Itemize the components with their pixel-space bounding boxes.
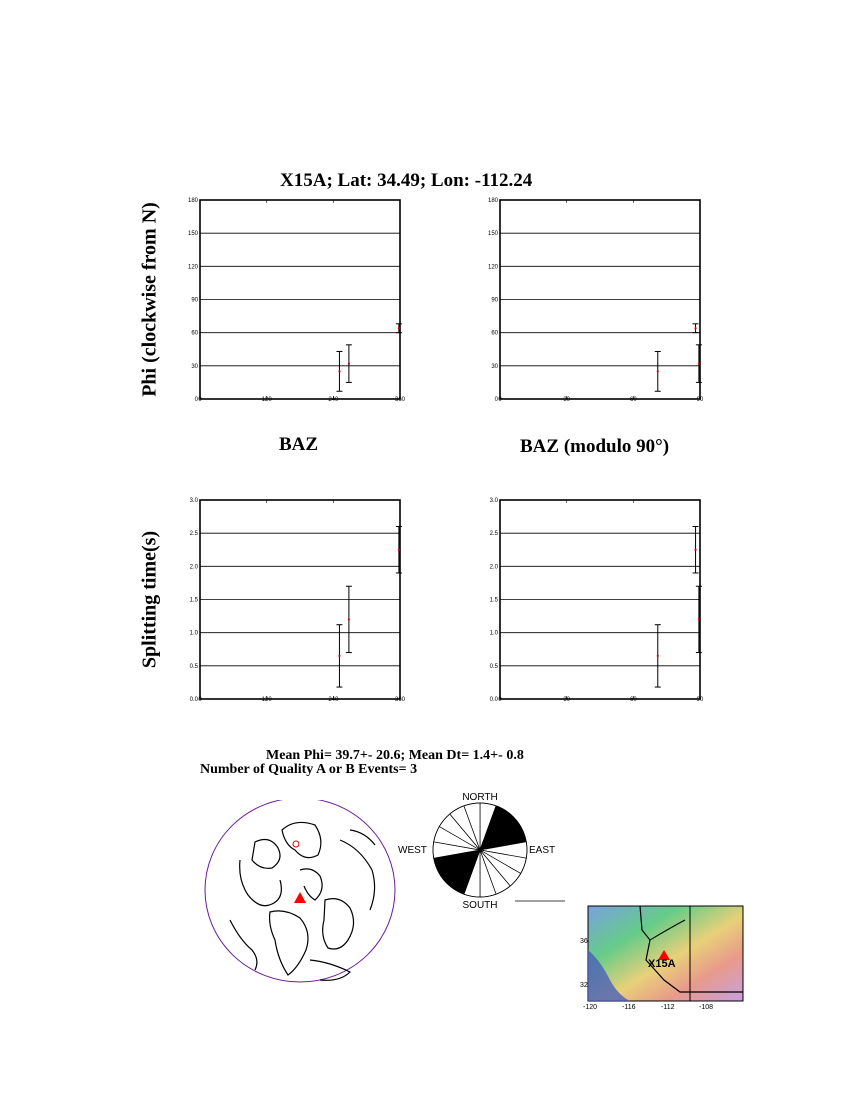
y-tick-label: 1.0: [189, 630, 198, 637]
globe-map: [200, 800, 400, 990]
splitting-time-axis-label: Splitting time(s): [138, 530, 161, 669]
baz-modulo-label: BAZ (modulo 90°): [520, 436, 670, 457]
data-point: [657, 370, 659, 372]
map-xtick-116: -116: [622, 1004, 636, 1010]
map-ytick-36: 36: [580, 938, 588, 945]
dt-vs-baz-chart: [180, 490, 420, 710]
x-tick-label: 90: [696, 397, 704, 403]
y-tick-label: 120: [487, 264, 498, 271]
map-ytick-32: 32: [580, 982, 588, 989]
page-title: X15A; Lat: 34.49; Lon: -112.24: [280, 170, 533, 191]
globe-outline: [205, 800, 395, 982]
y-tick-label: 30: [191, 363, 198, 370]
data-point: [698, 618, 700, 620]
x-tick-label: 60: [629, 397, 637, 403]
y-tick-label: 0.5: [489, 663, 498, 670]
rose-north-label: NORTH: [462, 792, 498, 803]
y-tick-label: 3.0: [489, 498, 498, 504]
rose-south-label: SOUTH: [462, 900, 498, 911]
y-tick-label: 1.0: [489, 630, 498, 637]
x-tick-label: 30: [563, 697, 571, 703]
y-tick-label: 180: [187, 198, 198, 204]
event-count: Number of Quality A or B Events= 3: [200, 762, 418, 777]
y-tick-label: 3.0: [189, 498, 198, 504]
rose-west-label: WEST: [398, 845, 427, 856]
data-point: [657, 655, 659, 657]
x-tick-label: 30: [563, 397, 571, 403]
map-xtick-108: -108: [699, 1004, 714, 1010]
y-tick-label: 90: [191, 297, 198, 304]
y-tick-label: 150: [487, 231, 498, 238]
y-tick-label: 60: [491, 330, 498, 337]
data-point: [398, 549, 400, 551]
x-tick-label: 120: [261, 397, 272, 403]
x-tick-label: 360: [394, 697, 406, 703]
x-tick-label: 240: [328, 397, 339, 403]
baz-label: BAZ: [279, 434, 319, 455]
x-tick-label: 0: [198, 697, 202, 703]
x-tick-label: 0: [498, 397, 502, 403]
y-tick-label: 2.0: [189, 564, 198, 571]
phi-vs-baz-mod-chart: [480, 190, 720, 410]
y-tick-label: 1.5: [189, 597, 198, 604]
y-tick-label: 0: [194, 397, 198, 403]
x-tick-label: 90: [696, 697, 704, 703]
y-tick-label: 60: [191, 330, 198, 337]
x-tick-label: 0: [498, 697, 502, 703]
y-tick-label: 0.0: [189, 697, 198, 703]
regional-map: [580, 900, 750, 1010]
y-tick-label: 2.5: [189, 531, 198, 538]
x-tick-label: 360: [394, 397, 406, 403]
event-marker: [293, 841, 299, 847]
data-point: [698, 363, 700, 365]
y-tick-label: 150: [187, 231, 198, 238]
y-tick-label: 0: [494, 397, 498, 403]
y-tick-label: 0.5: [189, 663, 198, 670]
dt-vs-baz-mod-chart: [480, 490, 720, 710]
mean-stats: Mean Phi= 39.7+- 20.6; Mean Dt= 1.4+- 0.8: [266, 748, 524, 763]
data-point: [694, 549, 696, 551]
data-point: [398, 327, 400, 329]
y-tick-label: 2.0: [489, 564, 498, 571]
y-tick-label: 30: [491, 363, 498, 370]
phi-axis-label: Phi (clockwise from N): [138, 202, 161, 397]
data-point: [338, 655, 340, 657]
y-tick-label: 90: [491, 297, 498, 304]
x-tick-label: 60: [629, 697, 637, 703]
y-tick-label: 0.0: [489, 697, 498, 703]
data-point: [348, 618, 350, 620]
y-tick-label: 2.5: [489, 531, 498, 538]
data-point: [348, 363, 350, 365]
x-tick-label: 240: [328, 697, 339, 703]
map-xtick-112: -112: [661, 1004, 675, 1010]
y-tick-label: 120: [187, 264, 198, 271]
y-tick-label: 180: [487, 198, 498, 204]
data-point: [338, 370, 340, 372]
x-tick-label: 0: [198, 397, 202, 403]
data-point: [694, 327, 696, 329]
rose-diagram: [395, 788, 565, 913]
map-xtick-120: -120: [583, 1004, 598, 1010]
station-marker: [294, 892, 306, 903]
rose-east-label: EAST: [529, 845, 556, 856]
station-label: X15A: [648, 958, 676, 970]
y-tick-label: 1.5: [489, 597, 498, 604]
x-tick-label: 120: [261, 697, 272, 703]
phi-vs-baz-chart: [180, 190, 420, 410]
